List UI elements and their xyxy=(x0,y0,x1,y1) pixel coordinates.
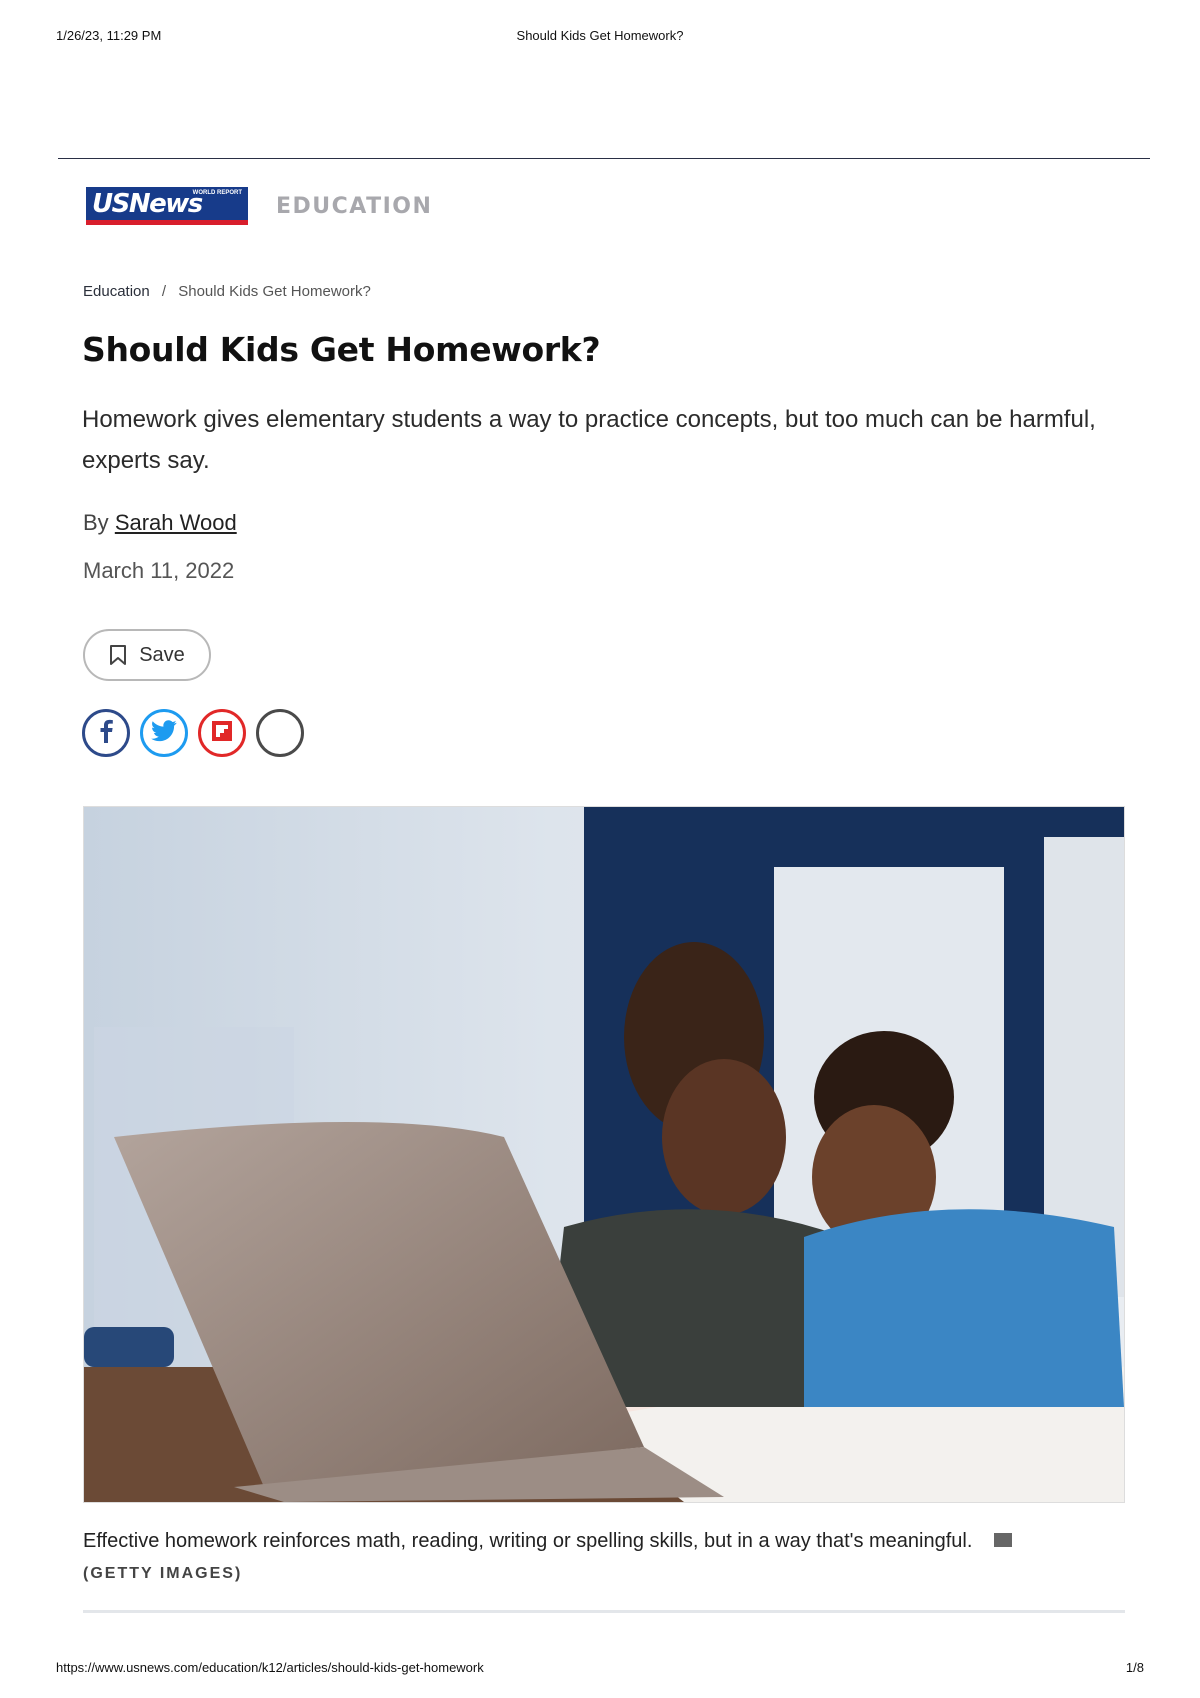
header-divider xyxy=(58,158,1150,159)
photo-mother-and-son-homework xyxy=(84,807,1124,1502)
content-divider xyxy=(83,1610,1125,1613)
save-button[interactable] xyxy=(83,629,211,681)
save-label: Save xyxy=(139,643,185,666)
twitter-share-button[interactable] xyxy=(140,709,188,757)
section-link-education[interactable]: EDUCATION xyxy=(276,193,433,219)
byline-prefix: By xyxy=(83,510,109,535)
publish-date: March 11, 2022 xyxy=(83,558,235,583)
print-page-number: 1/8 xyxy=(1125,1660,1144,1675)
print-footer xyxy=(56,1660,1144,1680)
breadcrumb xyxy=(83,283,371,300)
image-caption xyxy=(83,1530,1012,1553)
hero-image xyxy=(83,806,1125,1503)
masthead xyxy=(86,186,432,226)
print-datetime: 1/26/23, 11:29 PM xyxy=(56,28,162,43)
author-link[interactable]: Sarah Wood xyxy=(114,510,237,535)
print-header xyxy=(56,28,1144,48)
print-page-title: Should Kids Get Homework? xyxy=(516,28,684,43)
print-url: https://www.usnews.com/education/k12/articles/should-kids-get-homework xyxy=(56,1660,484,1675)
caption-toggle-icon[interactable] xyxy=(994,1533,1012,1547)
twitter-icon xyxy=(151,720,177,747)
breadcrumb-separator: / xyxy=(161,283,167,300)
breadcrumb-education-link[interactable]: Education xyxy=(83,283,150,300)
facebook-icon xyxy=(95,718,117,749)
usnews-logo[interactable] xyxy=(86,187,248,225)
bookmark-icon xyxy=(109,644,127,666)
breadcrumb-current: Should Kids Get Homework? xyxy=(178,283,371,300)
flipboard-share-button[interactable] xyxy=(198,709,246,757)
share-buttons xyxy=(82,709,304,757)
more-share-button[interactable] xyxy=(256,709,304,757)
logo-subtext: WORLD REPORT xyxy=(192,190,242,196)
page-title: Should Kids Get Homework? xyxy=(82,330,601,369)
flipboard-icon xyxy=(211,720,233,747)
facebook-share-button[interactable] xyxy=(82,709,130,757)
image-credit: (GETTY IMAGES) xyxy=(83,1565,243,1582)
logo-wordmark: USNews xyxy=(92,188,202,219)
byline xyxy=(83,510,237,536)
caption-text: Effective homework reinforces math, reading, writing or spelling skills, but in a way that's meaningful. xyxy=(83,1530,973,1552)
article-dek: Homework gives elementary students a way to practice concepts, but too much can be harmful, experts say. xyxy=(82,406,1096,474)
